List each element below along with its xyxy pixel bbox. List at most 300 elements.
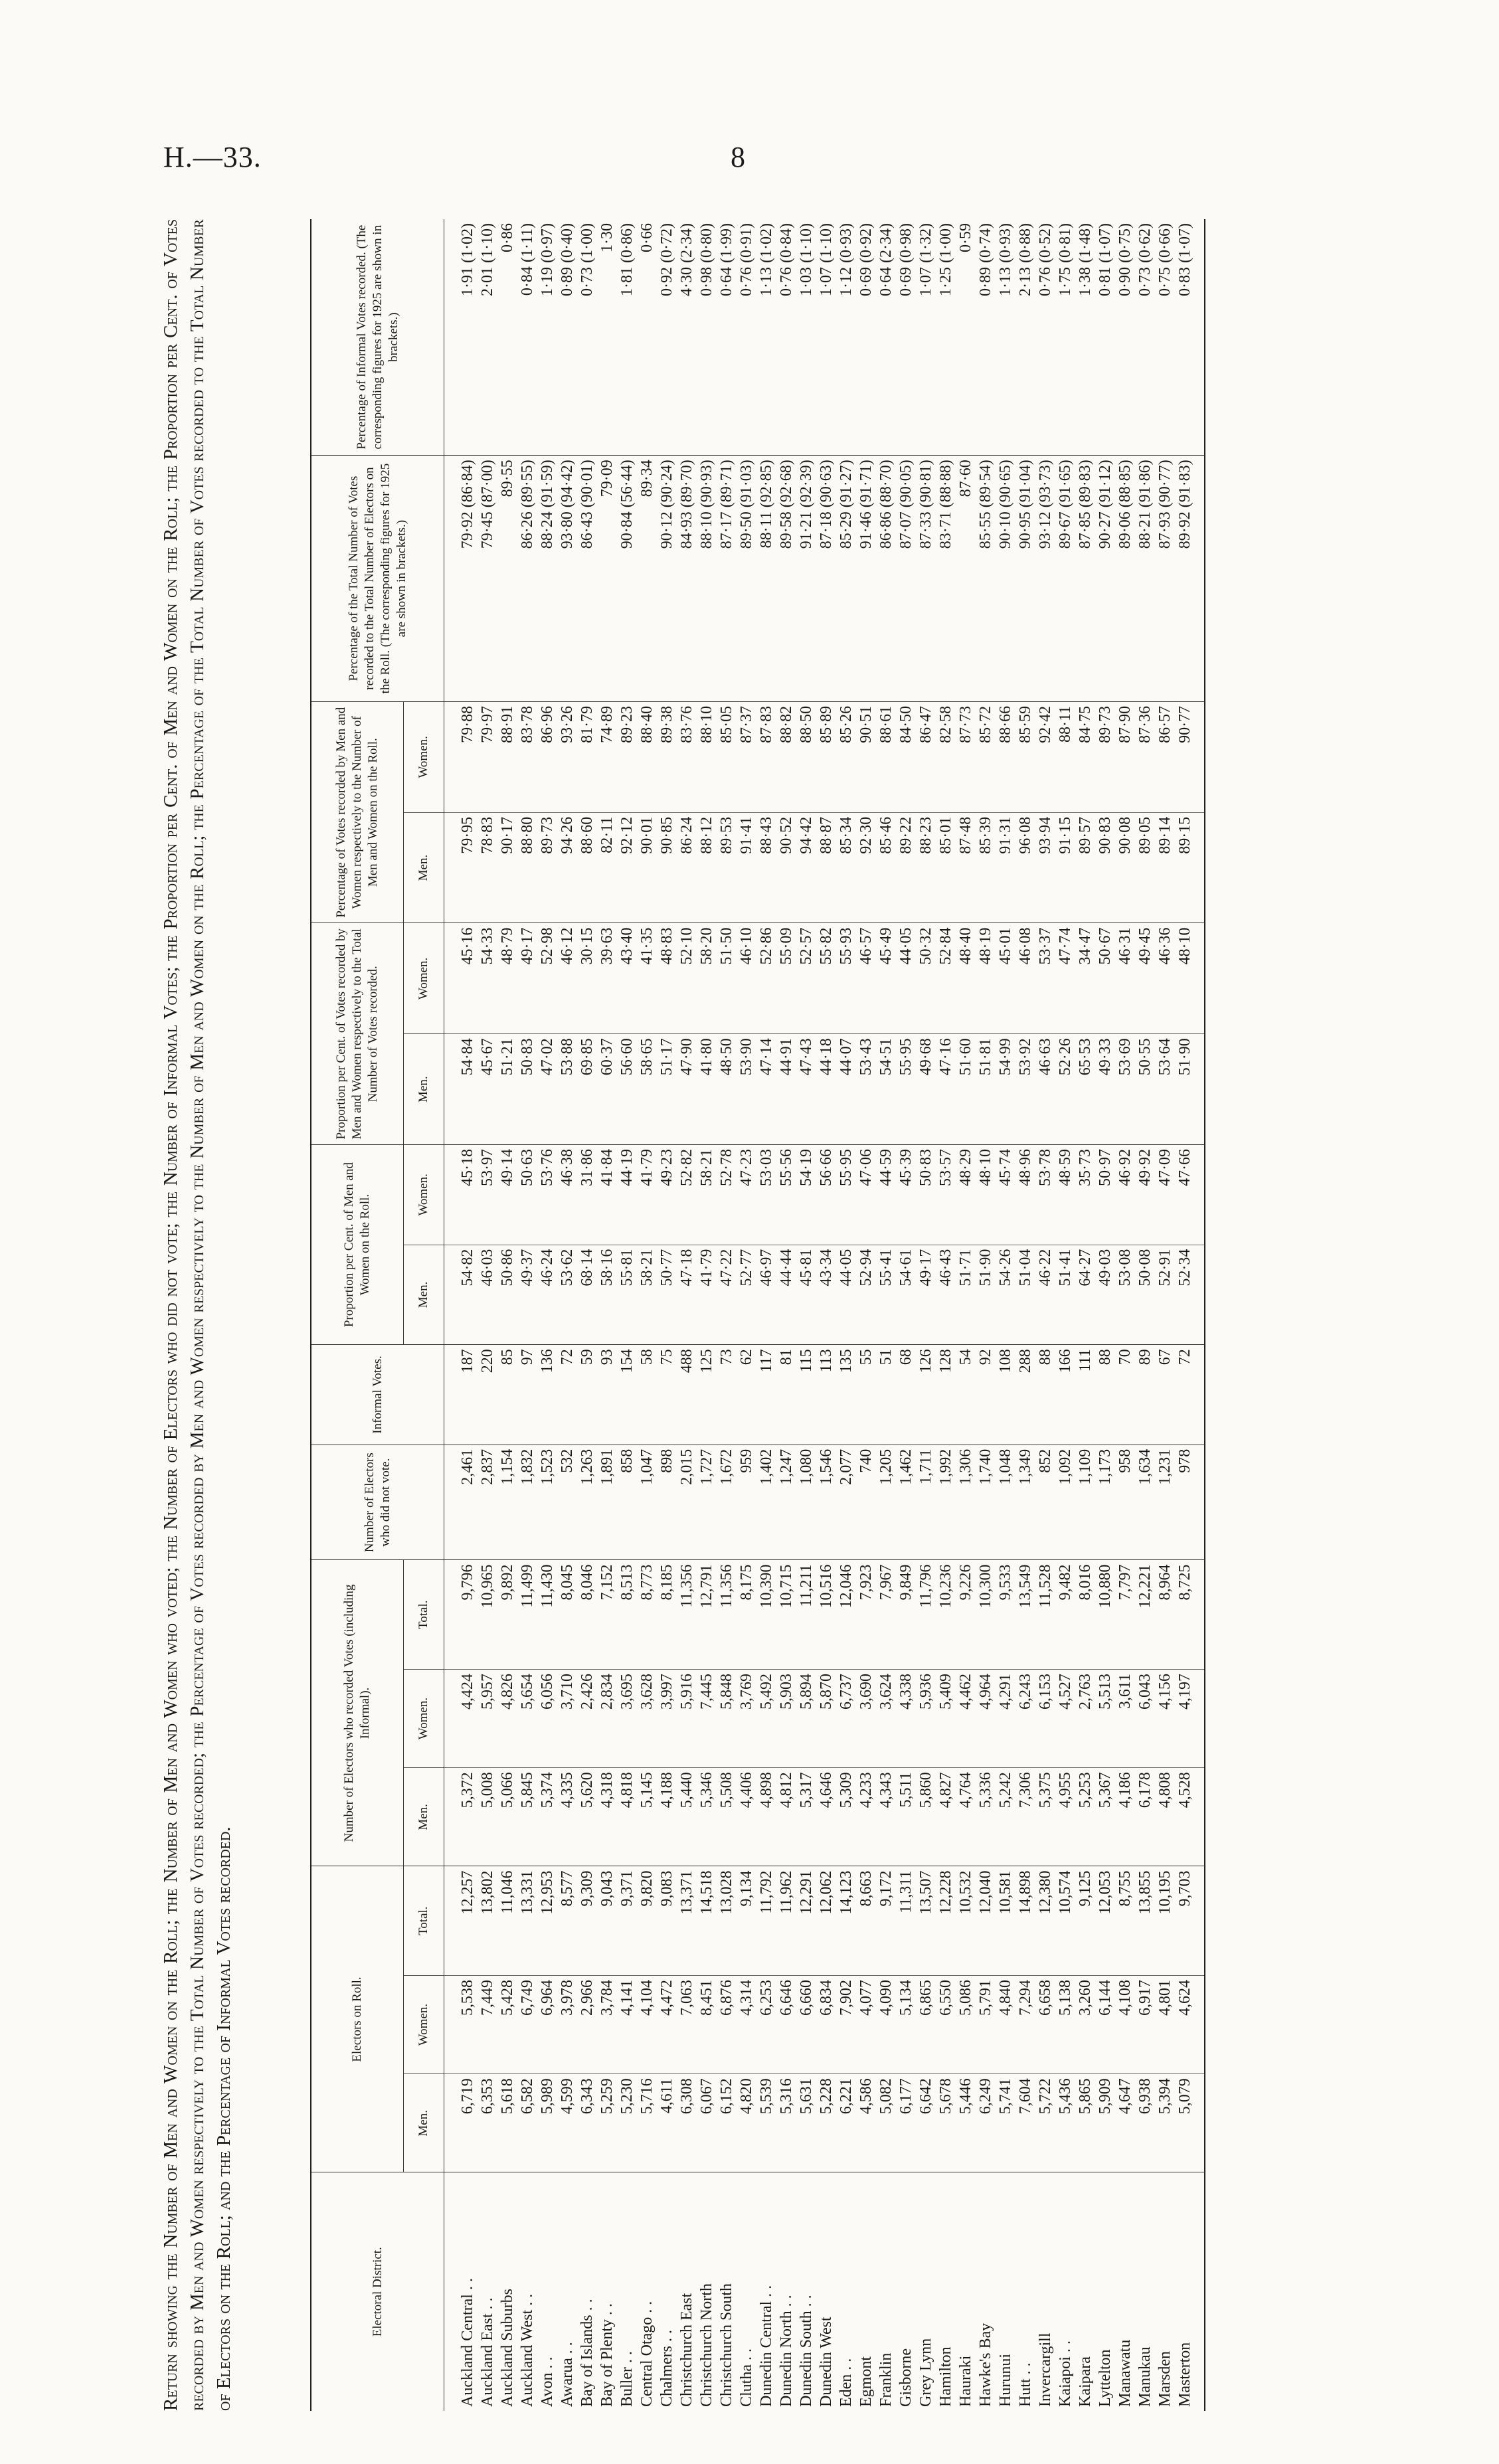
cell-voted-men: 5,374	[537, 1768, 557, 1866]
cell-not-voted: 2,077	[836, 1445, 856, 1560]
cell-roll-men: 6,642	[916, 2074, 936, 2172]
cell-informal: 136	[537, 1345, 557, 1445]
cell-pct-informal: 0·64 (2·34)	[876, 219, 896, 456]
table-row	[1175, 219, 1205, 2411]
cell-prop-roll-women: 44·19	[617, 1145, 637, 1245]
cell-voted-total: 10,236	[936, 1560, 956, 1669]
cell-informal: 135	[836, 1345, 856, 1445]
cell-pct-women: 85·05	[717, 701, 737, 812]
cell-prop-roll-men: 46·97	[756, 1245, 776, 1345]
cell-prop-roll-men: 54·26	[996, 1245, 1015, 1345]
cell-roll-women: 4,314	[737, 1975, 756, 2073]
cell-pct-informal: 0·92 (0·72)	[657, 219, 677, 456]
cell-voted-women: 3,710	[557, 1669, 577, 1767]
cell-prop-roll-women: 52·82	[677, 1145, 697, 1245]
cell-not-voted: 959	[737, 1445, 756, 1560]
cell-pct-women: 86·96	[537, 701, 557, 812]
cell-prop-votes-women: 51·50	[717, 923, 737, 1034]
cell-not-voted: 1,349	[1015, 1445, 1035, 1560]
cell-not-voted: 852	[1035, 1445, 1055, 1560]
cell-voted-men: 4,406	[737, 1768, 756, 1866]
cell-prop-votes-men: 46·63	[1035, 1034, 1055, 1145]
cell-voted-men: 4,808	[1155, 1768, 1175, 1866]
col-header-electors-on-roll: Electors on Roll.	[311, 1866, 404, 2172]
cell-pct-women: 84·75	[1075, 701, 1095, 812]
cell-prop-roll-women: 54·19	[796, 1145, 816, 1245]
cell-pct-total: 86·86 (88·70)	[876, 456, 896, 702]
cell-prop-votes-women: 48·83	[657, 923, 677, 1034]
cell-pct-informal: 1·13 (0·93)	[996, 219, 1015, 456]
cell-district: Masterton	[1175, 2172, 1205, 2411]
cell-voted-total: 12,791	[697, 1560, 717, 1669]
cell-voted-women: 4,424	[444, 1669, 478, 1767]
cell-pct-total: 89·34	[637, 456, 657, 702]
cell-roll-men: 6,308	[677, 2074, 697, 2172]
cell-roll-women: 6,749	[517, 1975, 537, 2073]
cell-prop-roll-women: 55·95	[836, 1145, 856, 1245]
cell-prop-votes-men: 51·21	[497, 1034, 517, 1145]
cell-pct-total: 89·92 (91·83)	[1175, 456, 1205, 702]
cell-roll-total: 13,331	[517, 1866, 537, 1975]
cell-prop-roll-women: 45·39	[896, 1145, 916, 1245]
cell-district: Hurunui	[997, 2354, 1014, 2407]
cell-roll-men: 6,221	[836, 2074, 856, 2172]
cell-voted-total: 11,356	[677, 1560, 697, 1669]
cell-pct-women: 88·50	[796, 701, 816, 812]
cell-prop-roll-men: 46·43	[936, 1245, 956, 1345]
cell-voted-total: 11,796	[916, 1560, 936, 1669]
cell-voted-total: 8,016	[1075, 1560, 1095, 1669]
table-row	[876, 219, 896, 2411]
cell-pct-men: 88·80	[517, 812, 537, 923]
subheader-voted-women: Women.	[404, 1669, 444, 1767]
cell-pct-total: 83·71 (88·88)	[936, 456, 956, 702]
cell-roll-women: 5,538	[444, 1975, 478, 2073]
cell-prop-roll-men: 52·91	[1155, 1245, 1175, 1345]
cell-prop-votes-men: 52·26	[1055, 1034, 1075, 1145]
table-row	[444, 219, 478, 2411]
cell-prop-roll-women: 31·86	[577, 1145, 597, 1245]
cell-roll-women: 4,077	[856, 1975, 876, 2073]
cell-voted-women: 5,409	[936, 1669, 956, 1767]
cell-roll-total: 12,291	[796, 1866, 816, 1975]
table-row	[537, 219, 557, 2411]
cell-prop-votes-women: 47·74	[1055, 923, 1075, 1034]
cell-prop-votes-men: 49·33	[1095, 1034, 1115, 1145]
cell-prop-votes-women: 52·98	[537, 923, 557, 1034]
cell-prop-votes-women: 46·08	[1015, 923, 1035, 1034]
cell-district: Clutha . .	[738, 2348, 755, 2407]
cell-prop-roll-men: 51·71	[956, 1245, 976, 1345]
subheader-prop-roll-men: Men.	[404, 1245, 444, 1345]
cell-prop-roll-men: 47·22	[717, 1245, 737, 1345]
cell-voted-women: 5,848	[717, 1669, 737, 1767]
cell-informal: 73	[717, 1345, 737, 1445]
cell-prop-votes-men: 58·65	[637, 1034, 657, 1145]
cell-roll-total: 12,040	[976, 1866, 996, 1975]
cell-district: Eden . .	[838, 2358, 855, 2407]
col-header-pct-votes: Percentage of Votes recorded by Men and Women respectively to the Number of Men and Women on the Roll.	[311, 701, 404, 923]
cell-pct-women: 89·73	[1095, 701, 1115, 812]
cell-not-voted: 1,740	[976, 1445, 996, 1560]
cell-pct-men: 89·14	[1155, 812, 1175, 923]
cell-roll-men: 5,716	[637, 2074, 657, 2172]
cell-prop-roll-women: 47·23	[737, 1145, 756, 1245]
cell-informal: 166	[1055, 1345, 1075, 1445]
cell-pct-informal: 0·75 (0·66)	[1155, 219, 1175, 456]
cell-voted-total: 12,046	[836, 1560, 856, 1669]
cell-informal: 126	[916, 1345, 936, 1445]
cell-roll-men: 5,722	[1035, 2074, 1055, 2172]
cell-pct-men: 88·43	[756, 812, 776, 923]
cell-pct-women: 88·82	[776, 701, 796, 812]
cell-prop-roll-men: 52·94	[856, 1245, 876, 1345]
cell-pct-men: 87·48	[956, 812, 976, 923]
cell-pct-informal: 1·75 (0·81)	[1055, 219, 1075, 456]
cell-prop-votes-women: 52·84	[936, 923, 956, 1034]
cell-pct-total: 87·93 (90·77)	[1155, 456, 1175, 702]
cell-pct-informal: 1·25 (1·00)	[936, 219, 956, 456]
cell-pct-total: 84·93 (89·70)	[677, 456, 697, 702]
cell-prop-votes-women: 58·20	[697, 923, 717, 1034]
cell-roll-total: 13,855	[1135, 1866, 1155, 1975]
cell-pct-total: 88·24 (91·59)	[537, 456, 557, 702]
cell-roll-total: 11,792	[756, 1866, 776, 1975]
col-header-informal: Informal Votes.	[311, 1345, 444, 1445]
cell-voted-men: 5,336	[976, 1768, 996, 1866]
cell-prop-votes-men: 65·53	[1075, 1034, 1095, 1145]
cell-not-voted: 1,231	[1155, 1445, 1175, 1560]
cell-pct-women: 86·57	[1155, 701, 1175, 812]
cell-prop-roll-women: 53·78	[1035, 1145, 1055, 1245]
table-row	[1115, 219, 1135, 2411]
cell-roll-total: 13,028	[717, 1866, 737, 1975]
subheader-roll-men: Men.	[404, 2074, 444, 2172]
cell-pct-men: 93·94	[1035, 812, 1055, 923]
cell-prop-votes-women: 54·33	[478, 923, 497, 1034]
cell-pct-women: 89·23	[617, 701, 637, 812]
cell-informal: 70	[1115, 1345, 1135, 1445]
page-reference: H.—33.	[163, 141, 262, 173]
cell-not-voted: 2,461	[444, 1445, 478, 1560]
cell-voted-women: 7,445	[697, 1669, 717, 1767]
cell-pct-men: 89·57	[1075, 812, 1095, 923]
cell-voted-women: 2,426	[577, 1669, 597, 1767]
table-row	[1055, 219, 1075, 2411]
cell-informal: 125	[697, 1345, 717, 1445]
cell-voted-women: 5,903	[776, 1669, 796, 1767]
cell-pct-informal: 1·30	[597, 219, 617, 456]
cell-pct-informal: 1·13 (1·02)	[756, 219, 776, 456]
cell-not-voted: 532	[557, 1445, 577, 1560]
cell-prop-votes-women: 46·36	[1155, 923, 1175, 1034]
cell-roll-women: 7,063	[677, 1975, 697, 2073]
cell-pct-informal: 0·76 (0·91)	[737, 219, 756, 456]
cell-prop-roll-women: 53·97	[478, 1145, 497, 1245]
cell-informal: 89	[1135, 1345, 1155, 1445]
cell-district: Franklin	[877, 2352, 895, 2407]
cell-pct-men: 89·05	[1135, 812, 1155, 923]
col-header-pct-total: Percentage of the Total Number of Votes recorded to the Total Number of Electors on the Roll. (The corresponding figures for 1925 are shown in brackets.)	[311, 456, 444, 702]
cell-roll-total: 9,125	[1075, 1866, 1095, 1975]
cell-prop-votes-women: 52·10	[677, 923, 697, 1034]
cell-prop-roll-women: 47·66	[1175, 1145, 1205, 1245]
cell-voted-men: 4,318	[597, 1768, 617, 1866]
cell-district: Avon . .	[539, 2356, 556, 2407]
cell-informal: 67	[1155, 1345, 1175, 1445]
cell-pct-men: 85·39	[976, 812, 996, 923]
col-header-electors-voted: Number of Electors who recorded Votes (including Informal).	[311, 1560, 404, 1866]
cell-voted-men: 4,646	[816, 1768, 836, 1866]
cell-voted-women: 3,624	[876, 1669, 896, 1767]
cell-prop-votes-women: 44·05	[896, 923, 916, 1034]
cell-prop-roll-women: 35·73	[1075, 1145, 1095, 1245]
cell-voted-total: 11,528	[1035, 1560, 1055, 1669]
cell-roll-men: 5,316	[776, 2074, 796, 2172]
cell-prop-roll-men: 54·61	[896, 1245, 916, 1345]
cell-roll-total: 14,898	[1015, 1866, 1035, 1975]
cell-district: Bay of Plenty . .	[598, 2303, 616, 2407]
cell-not-voted: 1,711	[916, 1445, 936, 1560]
cell-voted-total: 10,516	[816, 1560, 836, 1669]
cell-prop-roll-men: 49·37	[517, 1245, 537, 1345]
cell-informal: 220	[478, 1345, 497, 1445]
cell-voted-men: 4,818	[617, 1768, 637, 1866]
cell-roll-men: 6,719	[444, 2074, 478, 2172]
cell-prop-roll-men: 44·44	[776, 1245, 796, 1345]
cell-prop-roll-women: 45·18	[444, 1145, 478, 1245]
cell-voted-total: 13,549	[1015, 1560, 1035, 1669]
cell-roll-total: 9,172	[876, 1866, 896, 1975]
table-row	[916, 219, 936, 2411]
cell-voted-men: 5,860	[916, 1768, 936, 1866]
cell-pct-total: 87·07 (90·05)	[896, 456, 916, 702]
cell-pct-total: 79·92 (86·84)	[444, 456, 478, 702]
cell-roll-men: 4,611	[657, 2074, 677, 2172]
cell-prop-roll-men: 46·03	[478, 1245, 497, 1345]
cell-prop-votes-women: 49·45	[1135, 923, 1155, 1034]
cell-roll-men: 6,582	[517, 2074, 537, 2172]
cell-prop-votes-women: 52·86	[756, 923, 776, 1034]
cell-prop-roll-men: 50·08	[1135, 1245, 1155, 1345]
cell-roll-total: 10,574	[1055, 1866, 1075, 1975]
cell-prop-roll-men: 50·86	[497, 1245, 517, 1345]
cell-district: Christchurch East	[678, 2293, 695, 2407]
cell-informal: 75	[657, 1345, 677, 1445]
cell-pct-men: 89·53	[717, 812, 737, 923]
cell-roll-women: 6,917	[1135, 1975, 1155, 2073]
cell-roll-men: 4,586	[856, 2074, 876, 2172]
cell-prop-roll-men: 49·03	[1095, 1245, 1115, 1345]
cell-roll-men: 5,436	[1055, 2074, 1075, 2172]
cell-prop-roll-men: 45·81	[796, 1245, 816, 1345]
cell-voted-women: 3,628	[637, 1669, 657, 1767]
cell-prop-votes-men: 51·81	[976, 1034, 996, 1145]
cell-district: Bay of Islands . .	[578, 2299, 596, 2407]
cell-pct-informal: 0·76 (0·52)	[1035, 219, 1055, 456]
cell-voted-men: 5,317	[796, 1768, 816, 1866]
cell-prop-votes-men: 53·88	[557, 1034, 577, 1145]
cell-pct-men: 82·11	[597, 812, 617, 923]
cell-voted-total: 9,849	[896, 1560, 916, 1669]
cell-pct-informal: 0·59	[956, 219, 976, 456]
table-row	[956, 219, 976, 2411]
cell-pct-men: 90·01	[637, 812, 657, 923]
cell-voted-men: 6,178	[1135, 1768, 1155, 1866]
cell-pct-total: 90·10 (90·65)	[996, 456, 1015, 702]
cell-pct-women: 82·58	[936, 701, 956, 812]
cell-pct-total: 90·12 (90·24)	[657, 456, 677, 702]
cell-prop-roll-men: 50·77	[657, 1245, 677, 1345]
cell-district: Invercargill	[1037, 2332, 1054, 2407]
cell-pct-total: 87·33 (90·81)	[916, 456, 936, 702]
cell-prop-roll-women: 47·06	[856, 1145, 876, 1245]
cell-prop-votes-women: 53·37	[1035, 923, 1055, 1034]
cell-prop-votes-men: 49·68	[916, 1034, 936, 1145]
cell-prop-votes-women: 48·79	[497, 923, 517, 1034]
cell-voted-men: 7,306	[1015, 1768, 1035, 1866]
cell-roll-men: 5,678	[936, 2074, 956, 2172]
cell-not-voted: 2,015	[677, 1445, 697, 1560]
cell-not-voted: 1,992	[936, 1445, 956, 1560]
cell-prop-roll-men: 49·17	[916, 1245, 936, 1345]
cell-voted-men: 4,898	[756, 1768, 776, 1866]
cell-roll-men: 5,082	[876, 2074, 896, 2172]
cell-district: Auckland Central . .	[459, 2278, 476, 2407]
cell-informal: 88	[1035, 1345, 1055, 1445]
cell-prop-votes-men: 60·37	[597, 1034, 617, 1145]
cell-voted-women: 3,611	[1115, 1669, 1135, 1767]
table-row	[996, 219, 1015, 2411]
cell-voted-women: 4,197	[1175, 1669, 1205, 1767]
cell-prop-votes-men: 50·55	[1135, 1034, 1155, 1145]
cell-voted-total: 9,533	[996, 1560, 1015, 1669]
cell-pct-women: 85·72	[976, 701, 996, 812]
cell-prop-roll-women: 49·23	[657, 1145, 677, 1245]
cell-prop-roll-women: 45·74	[996, 1145, 1015, 1245]
cell-voted-men: 5,066	[497, 1768, 517, 1866]
cell-district: Manawatu	[1116, 2339, 1134, 2407]
cell-prop-votes-women: 48·40	[956, 923, 976, 1034]
table-row	[816, 219, 836, 2411]
cell-pct-women: 88·61	[876, 701, 896, 812]
cell-not-voted: 1,672	[717, 1445, 737, 1560]
cell-pct-informal: 1·12 (0·93)	[836, 219, 856, 456]
cell-roll-women: 6,144	[1095, 1975, 1115, 2073]
cell-voted-men: 5,620	[577, 1768, 597, 1866]
cell-district: Kaiapoi . .	[1057, 2340, 1074, 2407]
table-row	[497, 219, 517, 2411]
cell-voted-women: 5,654	[517, 1669, 537, 1767]
cell-pct-total: 93·80 (94·42)	[557, 456, 577, 702]
cell-prop-roll-women: 56·66	[816, 1145, 836, 1245]
cell-voted-total: 9,226	[956, 1560, 976, 1669]
table-row	[1015, 219, 1035, 2411]
cell-prop-roll-women: 48·29	[956, 1145, 976, 1245]
cell-prop-roll-men: 53·62	[557, 1245, 577, 1345]
cell-voted-women: 4,338	[896, 1669, 916, 1767]
cell-pct-total: 90·27 (91·12)	[1095, 456, 1115, 702]
cell-prop-votes-women: 46·10	[737, 923, 756, 1034]
cell-voted-total: 9,892	[497, 1560, 517, 1669]
cell-prop-votes-men: 54·99	[996, 1034, 1015, 1145]
cell-roll-total: 11,962	[776, 1866, 796, 1975]
cell-not-voted: 1,891	[597, 1445, 617, 1560]
cell-prop-votes-men: 47·43	[796, 1034, 816, 1145]
cell-prop-roll-women: 46·38	[557, 1145, 577, 1245]
cell-voted-total: 9,482	[1055, 1560, 1075, 1669]
cell-voted-men: 5,253	[1075, 1768, 1095, 1866]
table-row	[677, 219, 697, 2411]
cell-informal: 92	[976, 1345, 996, 1445]
cell-pct-informal: 2·13 (0·88)	[1015, 219, 1035, 456]
cell-informal: 93	[597, 1345, 617, 1445]
cell-roll-women: 4,840	[996, 1975, 1015, 2073]
table-row	[976, 219, 996, 2411]
subheader-prop-roll-women: Women.	[404, 1145, 444, 1245]
cell-pct-men: 90·08	[1115, 812, 1135, 923]
cell-prop-votes-women: 46·12	[557, 923, 577, 1034]
cell-informal: 62	[737, 1345, 756, 1445]
cell-voted-women: 5,492	[756, 1669, 776, 1767]
cell-voted-women: 5,957	[478, 1669, 497, 1767]
cell-pct-women: 85·26	[836, 701, 856, 812]
cell-roll-women: 6,658	[1035, 1975, 1055, 2073]
cell-informal: 59	[577, 1345, 597, 1445]
cell-pct-women: 88·10	[697, 701, 717, 812]
cell-pct-women: 84·50	[896, 701, 916, 812]
subheader-roll-women: Women.	[404, 1975, 444, 2073]
cell-informal: 288	[1015, 1345, 1035, 1445]
cell-not-voted: 1,634	[1135, 1445, 1155, 1560]
cell-pct-informal: 0·89 (0·74)	[976, 219, 996, 456]
cell-roll-men: 5,446	[956, 2074, 976, 2172]
cell-roll-men: 4,599	[557, 2074, 577, 2172]
cell-voted-total: 10,965	[478, 1560, 497, 1669]
col-header-prop-votes: Proportion per Cent. of Votes recorded by Men and Women respectively to the Total Number of Votes recorded.	[311, 923, 404, 1145]
cell-roll-total: 10,195	[1155, 1866, 1175, 1975]
cell-voted-women: 3,769	[737, 1669, 756, 1767]
cell-prop-roll-men: 51·41	[1055, 1245, 1075, 1345]
cell-pct-women: 93·26	[557, 701, 577, 812]
cell-pct-men: 90·85	[657, 812, 677, 923]
cell-prop-votes-women: 55·93	[836, 923, 856, 1034]
cell-roll-women: 3,784	[597, 1975, 617, 2073]
cell-roll-men: 6,067	[697, 2074, 717, 2172]
cell-roll-total: 12,953	[537, 1866, 557, 1975]
cell-pct-total: 87·60	[956, 456, 976, 702]
cell-voted-men: 4,764	[956, 1768, 976, 1866]
cell-not-voted: 1,306	[956, 1445, 976, 1560]
cell-voted-women: 2,763	[1075, 1669, 1095, 1767]
cell-prop-votes-women: 30·15	[577, 923, 597, 1034]
cell-roll-women: 7,902	[836, 1975, 856, 2073]
cell-pct-women: 88·11	[1055, 701, 1075, 812]
cell-prop-votes-men: 54·84	[444, 1034, 478, 1145]
cell-prop-roll-women: 53·57	[936, 1145, 956, 1245]
cell-pct-informal: 0·64 (1·99)	[717, 219, 737, 456]
cell-pct-informal: 0·86	[497, 219, 517, 456]
cell-roll-total: 9,083	[657, 1866, 677, 1975]
cell-voted-women: 4,826	[497, 1669, 517, 1767]
cell-informal: 72	[557, 1345, 577, 1445]
cell-not-voted: 1,263	[577, 1445, 597, 1560]
subheader-voted-total: Total.	[404, 1560, 444, 1669]
cell-pct-informal: 0·73 (1·00)	[577, 219, 597, 456]
cell-informal: 54	[956, 1345, 976, 1445]
cell-roll-men: 5,539	[756, 2074, 776, 2172]
cell-pct-informal: 1·81 (0·86)	[617, 219, 637, 456]
